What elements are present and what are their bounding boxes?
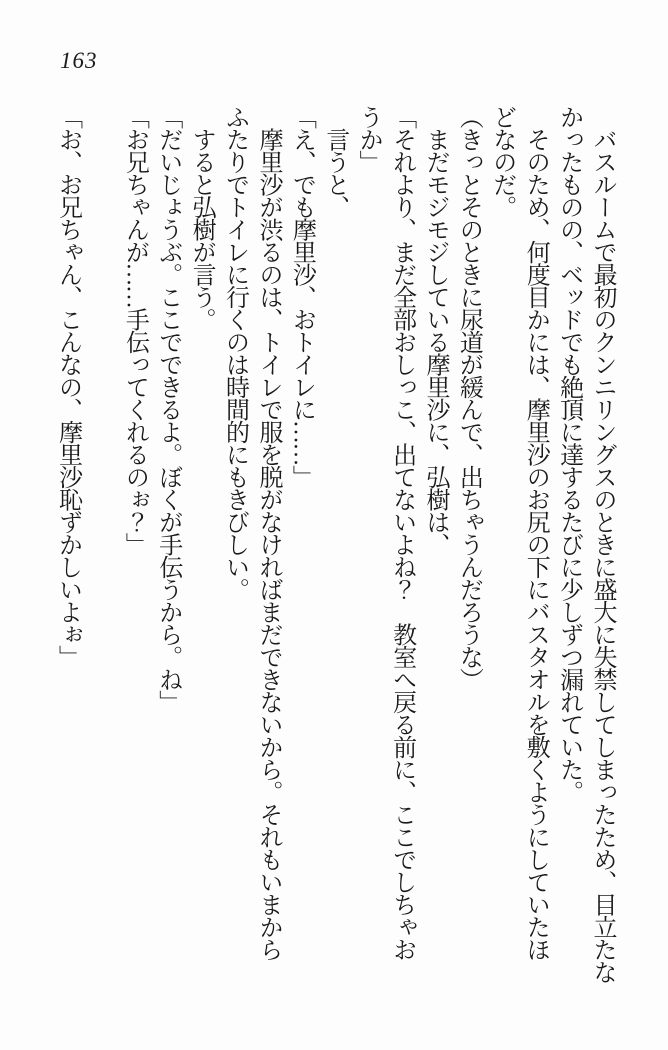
page-number: 163 <box>60 48 98 73</box>
paragraph: すると弘樹が言う。 <box>188 105 215 330</box>
paragraph: そのため、何度目かには、摩里沙のお尻の下にバスタオルを敷くようにしていたほ どなのだ。 <box>488 105 549 960</box>
paragraph: 「だいじょうぶ。ここでできるよ。ぼくが手伝うから。ね」 <box>154 105 181 713</box>
text-block <box>50 105 618 1007</box>
paragraph: 「それより、まだ全部おしっこ、出てないよね？ 教室へ戻る前に、ここでしちゃお うか」 <box>355 105 415 960</box>
paragraph: バスルームで最初のクンニリングスのときに盛大に失禁してしまったため、目立たな かったものの、ベッドでも絶頂に達するたびに少しずつ漏れていた。 <box>555 105 615 983</box>
paragraph: 「お、お兄ちゃん、こんなの、摩里沙恥ずかしいよぉ」 <box>54 105 81 668</box>
paragraph: 「え、でも摩里沙、おトイレに……」 <box>288 105 315 488</box>
paragraph: （きっとそのときに尿道が緩んで、出ちゃうんだろうな） <box>455 105 482 690</box>
blank-line <box>84 105 117 1007</box>
paragraph: まだモジモジしている摩里沙に、弘樹は、 <box>421 105 448 555</box>
paragraph: 言うと、 <box>321 105 348 218</box>
paragraph: 「お兄ちゃんが……手伝ってくれるのぉ？」 <box>121 105 148 555</box>
paragraph: 摩里沙が渋るのは、トイレで服を脱がなければまだできないから。それもいまから ふたりでトイレに行くのは時間的にもきびしい。 <box>221 105 281 960</box>
